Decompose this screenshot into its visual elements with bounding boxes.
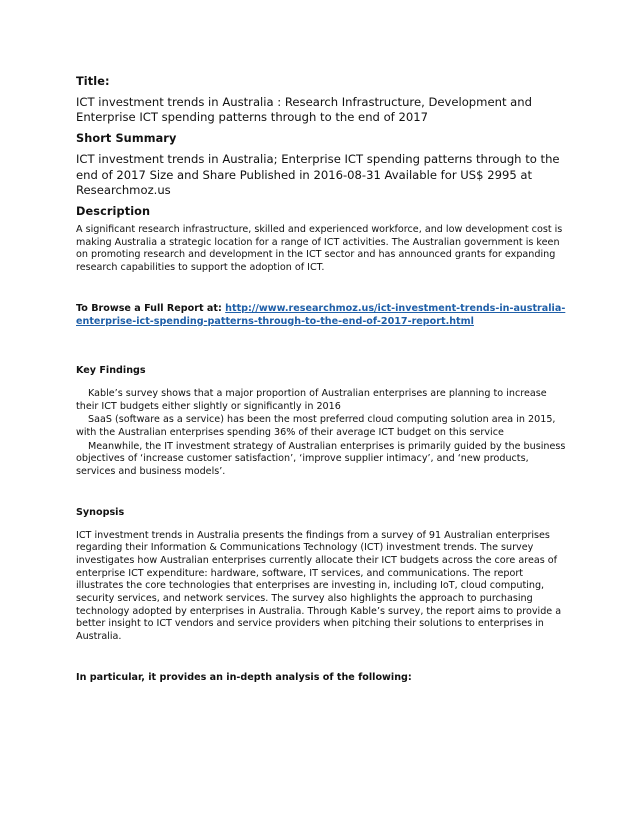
key-finding-item: Meanwhile, the IT investment strategy of Australian enterprises is primarily guided by the business objectives of ‘increase customer satisfaction’, ‘improve supplier intimacy’, and ‘new products, services and business models’. — [76, 440, 566, 478]
in-particular-label: In particular, it provides an in-depth analysis of the following: — [76, 671, 412, 683]
document-page — [76, 74, 566, 685]
title-text: ICT investment trends in Australia : Research Infrastructure, Development and Enterprise ICT spending patterns through to the end of 2017 — [76, 95, 532, 125]
browse-report-paragraph — [76, 303, 566, 328]
synopsis-text: ICT investment trends in Australia presents the findings from a survey of 91 Australian enterprises regarding their Information & Communications Technology (ICT) investment trends. The survey investigates how Australian enterprises currently allocate their ICT budgets across the core areas of enterprise ICT expenditure: hardware, software, IT services, and communications. The report illustrates the core technologies that enterprises are investing in, including IoT, cloud computing, security services, and network services. The survey also highlights the approach to purchasing technology adopted by enterprises in Australia. Through Kable’s survey, the report aims to provide a better insight to ICT vendors and service providers when pitching their solutions to enterprises in Australia. — [76, 529, 562, 643]
browse-label: To Browse a Full Report at: — [76, 302, 222, 314]
title-label: Title: — [76, 75, 110, 88]
synopsis-label: Synopsis — [76, 506, 125, 518]
description-label: Description — [76, 205, 151, 219]
report-link[interactable]: http://www.researchmoz.us/ict-investment-trends-in-australia-enterprise-ict-spending-patterns-through-to-the-end-of-2017-report.html — [76, 302, 566, 327]
description-text: A significant research infrastructure, skilled and experienced workforce, and low development cost is making Australia a strategic location for a range of ICT activities. The Australian government is keen on promoting research and development in the ICT sector and has announced grants for expanding research capabilities to support the adoption of ICT. — [76, 224, 563, 274]
key-finding-item: SaaS (software as a service) has been the most preferred cloud computing solution area in 2015, with the Australian enterprises spending 36% of their average ICT budget on this service — [76, 414, 556, 439]
short-summary-label: Short Summary — [76, 132, 177, 146]
key-finding-item: Kable’s survey shows that a major proportion of Australian enterprises are planning to increase their ICT budgets either slightly or significantly in 2016 — [76, 387, 547, 412]
key-findings-label: Key Findings — [76, 365, 146, 377]
short-summary-text: ICT investment trends in Australia; Enterprise ICT spending patterns through to the end of 2017 Size and Share Published in 2016-08-31 Available for US$ 2995 at Researchmoz.us — [76, 152, 560, 197]
